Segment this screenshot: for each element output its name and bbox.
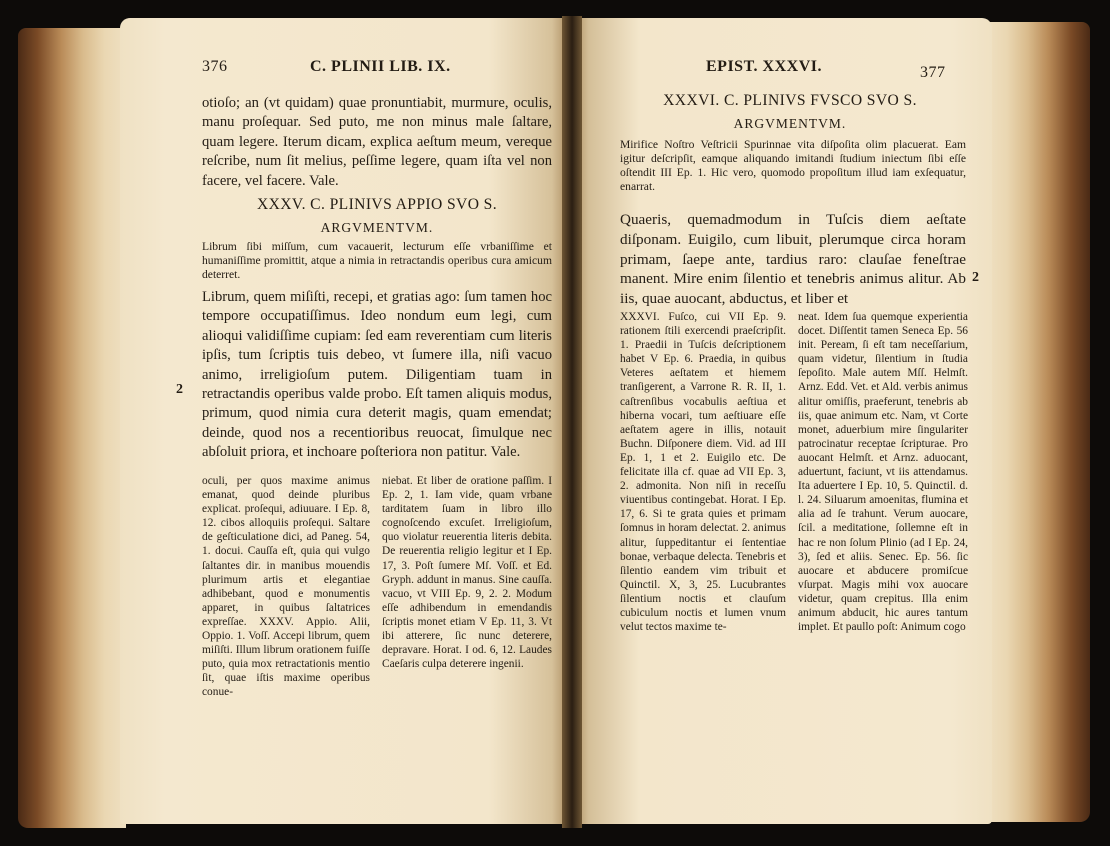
left-argumentum-heading: ARGVMENTVM. xyxy=(320,220,434,235)
letter-35-title: XXXV. C. PLINIVS APPIO SVO S. xyxy=(256,196,498,213)
letter-35-text: Librum, quem miſiſti, recepi, et gratias ago: ſum tamen hoc tempore occupatiſſimus. Ideo nondum eum legi, cum alioqui validiſſime cupiam: ſed eam reverentiam cum literis ipſis, tum ſcriptis tuis debeo, vt ſumere illa, niſi vacuo animo, irreligioſum putem. Diligentiam tuam in retractandis operibus valde probo. Eſt tamen aliquis modus, primum, quod nimia cura deterit magis, quam emendat; deinde, quod nos a recentioribus reuocat, ſimulque nec abſoluit priora, et inchoare poſteriora non patitur. Vale. xyxy=(202,289,552,461)
left-argumentum-text: Librum ſibi miſſum, cum vacauerit, lecturum eſſe vrbaniſſime et humaniſſime promittit, atque a nimia in retractandis operibus cura amicum deterret. xyxy=(202,240,552,282)
left-page xyxy=(120,18,570,824)
right-note-col1-text: XXXVI. Fuſco, cui VII Ep. 9. rationem ſtili exercendi praeſcripſit. 1. Praedii in Tuſcis deſcriptionem habet V Ep. 6. Praedia, in quibus Veteres aeſtatem et hiemem tranſigerent, a Varrone R. R. II, 1. caſtrenſibus vocabulis aeſtiua et hiberna vocari, tum aeſtiuare eſſe aeſtatem agere in illis, notauit Buchn. Diſponere diem. Vid. ad III Ep. 1, 1 et 2. Euigilo etc. De felicitate illa cf. quae ad VII Ep. 3, 2. admonita. Non niſi in receſſu viuentibus contingebat. Horat. I Ep. 17, 6. Si te grata quies et primam ſomnus in horam delectat. 2. animus alitur, ſuppeditantur ei ſententiae bonae, verbaque delecta. Tenebris et ſilentio eandem vim tribuit et Quinctil. X, 3, 25. Lucubrantes ſilentium noctis et clauſum cubiculum noctis et lumen vnum velut tectos maxime te- xyxy=(620,311,786,634)
right-note-col2-text: neat. Idem ſua quemque experientia docet. Diſſentit tamen Seneca Ep. 56 init. Peream, ſi eſt tam neceſſarium, quam videtur, ſilentium in ſtudia ſepoſito. Male autem Mſſ. Helmſt. Arnz. Edd. Vet. et Ald. verbis animus alitur omiſſis, praeferunt, tenebris ab iis, quae animum etc. Nam, vt Corte monet, aduerbium mire ſingulariter patrocinatur receptae ſcripturae. Pro auocant Helmſt. et Arnz. aduocant, aduertunt, faciunt, vt iis attendamus. Ita aduertere I Ep. 10, 5. Quinctil. d. l. 24. Siluarum amoenitas, flumina et alia ad ſe trahunt. Verum auocare, ſcil. a meditatione, ſollemne eſt in hac re non ſolum Plinio (ad I Ep. 24, 3), ſed et aliis. Senec. Ep. 56. ſic auocare et abducere promiſcue vſurpat. Magis mihi vox auocare videtur, quam crepitus. Illa enim animum abducit, hic aures tantum implet. Et paullo poſt: Animum cogo xyxy=(798,311,968,634)
right-page-edges xyxy=(986,22,1090,822)
left-page-edges xyxy=(18,28,126,828)
left-opening-text: otioſo; an (vt quidam) quae pronuntiabit, murmure, oculis, manu proſequar. Sed puto, me non minus male ſaltare, quam legere. Iterum dicam, explica aeſtum meum, vereque reſcribe, num ſit melius, peſſime legere, quam iſta vel non facere, vel facere. Vale. xyxy=(202,95,552,189)
right-page-number: 377 xyxy=(920,64,946,81)
right-note-column-1 xyxy=(620,310,786,634)
letter-36-title: XXXVI. C. PLINIVS FVSCO SVO S. xyxy=(663,92,917,109)
left-note-col2-text: niebat. Et liber de oratione paſſim. I Ep. 2, 1. Iam vide, quam vrbane tarditatem ſuam in libro illo cognoſcendo excuſet. Irreligioſum, quo violatur reuerentia literis debita. De reuerentia religio legitur et I Ep. 17, 3. Poſt ſumere Mſ. Voſſ. et Ed. Gryph. addunt in manus. Sine cauſſa. vacuo, vt VIII Ep. 9, 2. 2. Modum eſſe adhibendum in emendandis ſcriptis monet etiam V Ep. 11, 3. Vt ibi atterere, ſic nunc deterere, depravare. Horat. I od. 6, 12. Laudes Caeſaris culpa deterere ingenii. xyxy=(382,475,552,671)
left-margin-number: 2 xyxy=(176,382,183,397)
right-note-column-2 xyxy=(798,310,968,634)
left-running-head: C. PLINII LIB. IX. xyxy=(310,58,451,75)
left-note-column-1 xyxy=(202,474,370,700)
book-gutter xyxy=(562,16,582,828)
right-argumentum-text: Mirifice Noſtro Veſtricii Spurinnae vita diſpoſita olim placuerat. Eam igitur deſcripſit, eamque aliquando imitandi ſtudium iniectum ſibi eſſe oſtendit III Ep. 1. Hic vero, quomodo propoſitum illud iam exſequatur, enarrat. xyxy=(620,138,966,194)
letter-36-text: Quaeris, quemadmodum in Tuſcis diem aeſtate diſponam. Euigilo, cum libuit, plerumque circa horam primam, ſaepe ante, tardius raro: clauſae feneſtrae manent. Mire enim ſilentio et tenebris animus alitur. Ab iis, quae auocant, abductus, et liber et xyxy=(620,211,966,308)
right-argumentum-heading: ARGVMENTVM. xyxy=(733,116,847,131)
right-running-head: EPIST. XXXVI. xyxy=(706,58,822,75)
left-note-col1-text: oculi, per quos maxime animus emanat, quod deinde pluribus explicat. proſequi, adiuuare. I Ep. 8, 12. cibos alloquiis proſequi. Saltare de geſticulatione dici, ad Paneg. 54, 1. docui. Cauſſa eſt, quia qui vulgo ſaltantes dir. in manibus mouendis plurimum artis et elegantiae adhibebant, quod e monumentis apparet, in quibus ſaltatrices expreſſae. XXXV. Appio. Alii, Oppio. 1. Voſſ. Accepi librum, quem miſiſti. Illum librum orationem fuiſſe puto, quia mox retractationis mentio ſit, quae iſtis maxime operibus conue- xyxy=(202,475,370,699)
right-page xyxy=(572,18,992,824)
left-page-number: 376 xyxy=(202,58,228,75)
left-note-column-2 xyxy=(382,474,552,671)
right-margin-number: 2 xyxy=(972,270,979,285)
